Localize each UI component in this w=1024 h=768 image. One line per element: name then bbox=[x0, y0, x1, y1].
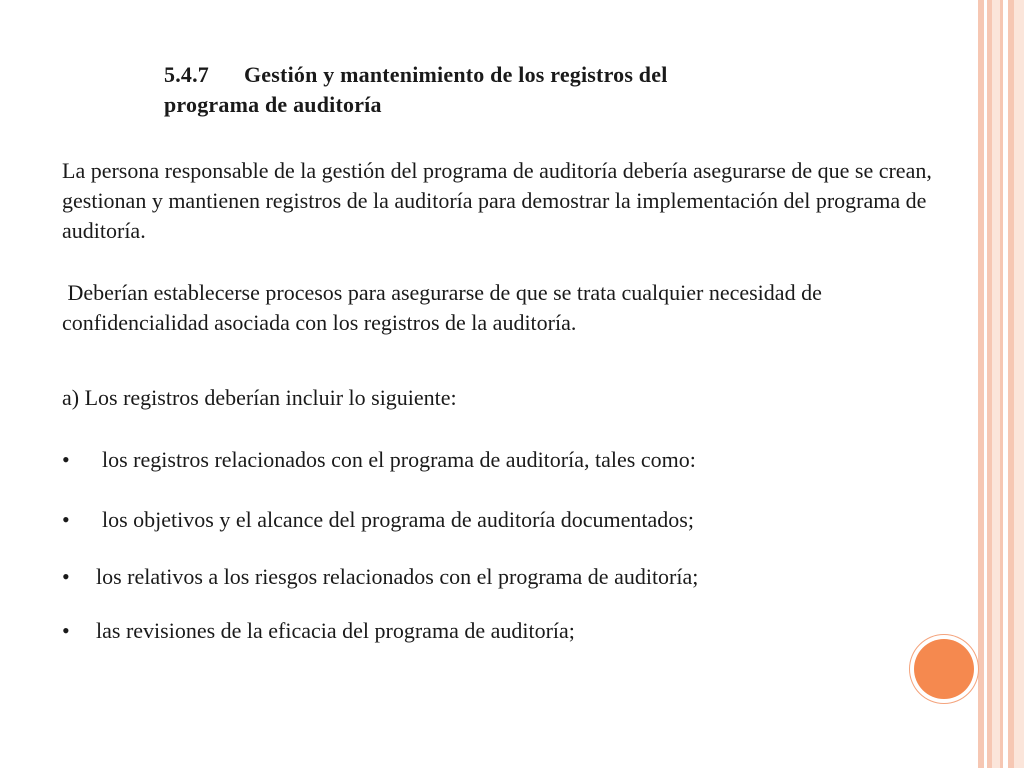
decorative-stripe bbox=[992, 0, 1000, 768]
paragraph-responsibility: La persona responsable de la gestión del programa de auditoría debería asegurarse de que se crean, gestionan y mantienen registros de la auditoría para demostrar la implementación del programa de auditoría. bbox=[62, 158, 932, 243]
title-line-1: Gestión y mantenimiento de los registros del bbox=[244, 62, 668, 87]
list-item bbox=[62, 445, 696, 475]
decorative-stripe bbox=[1014, 0, 1024, 768]
slide-title bbox=[164, 60, 884, 120]
list-item-text: los relativos a los riesgos relacionados con el programa de auditoría; bbox=[96, 564, 699, 589]
bullet-icon: • bbox=[62, 507, 70, 532]
list-item-text: las revisiones de la eficacia del programa de auditoría; bbox=[96, 618, 575, 643]
list-item bbox=[62, 562, 698, 592]
list-item bbox=[62, 505, 694, 535]
decorative-circle bbox=[914, 639, 974, 699]
bullet-icon: • bbox=[62, 618, 70, 643]
list-item-text: los objetivos y el alcance del programa de auditoría documentados; bbox=[102, 507, 694, 532]
bullet-icon: • bbox=[62, 447, 70, 472]
list-item bbox=[62, 616, 575, 646]
paragraph-records-intro: a) Los registros deberían incluir lo siguiente: bbox=[62, 385, 457, 410]
list-item-text: los registros relacionados con el programa de auditoría, tales como: bbox=[102, 447, 696, 472]
section-number: 5.4.7 bbox=[164, 62, 209, 87]
title-line-2: programa de auditoría bbox=[164, 92, 382, 117]
bullet-icon: • bbox=[62, 564, 70, 589]
paragraph-confidentiality: Deberían establecerse procesos para asegurarse de que se trata cualquier necesidad de confidencialidad asociada con los registros de la auditoría. bbox=[62, 280, 828, 335]
